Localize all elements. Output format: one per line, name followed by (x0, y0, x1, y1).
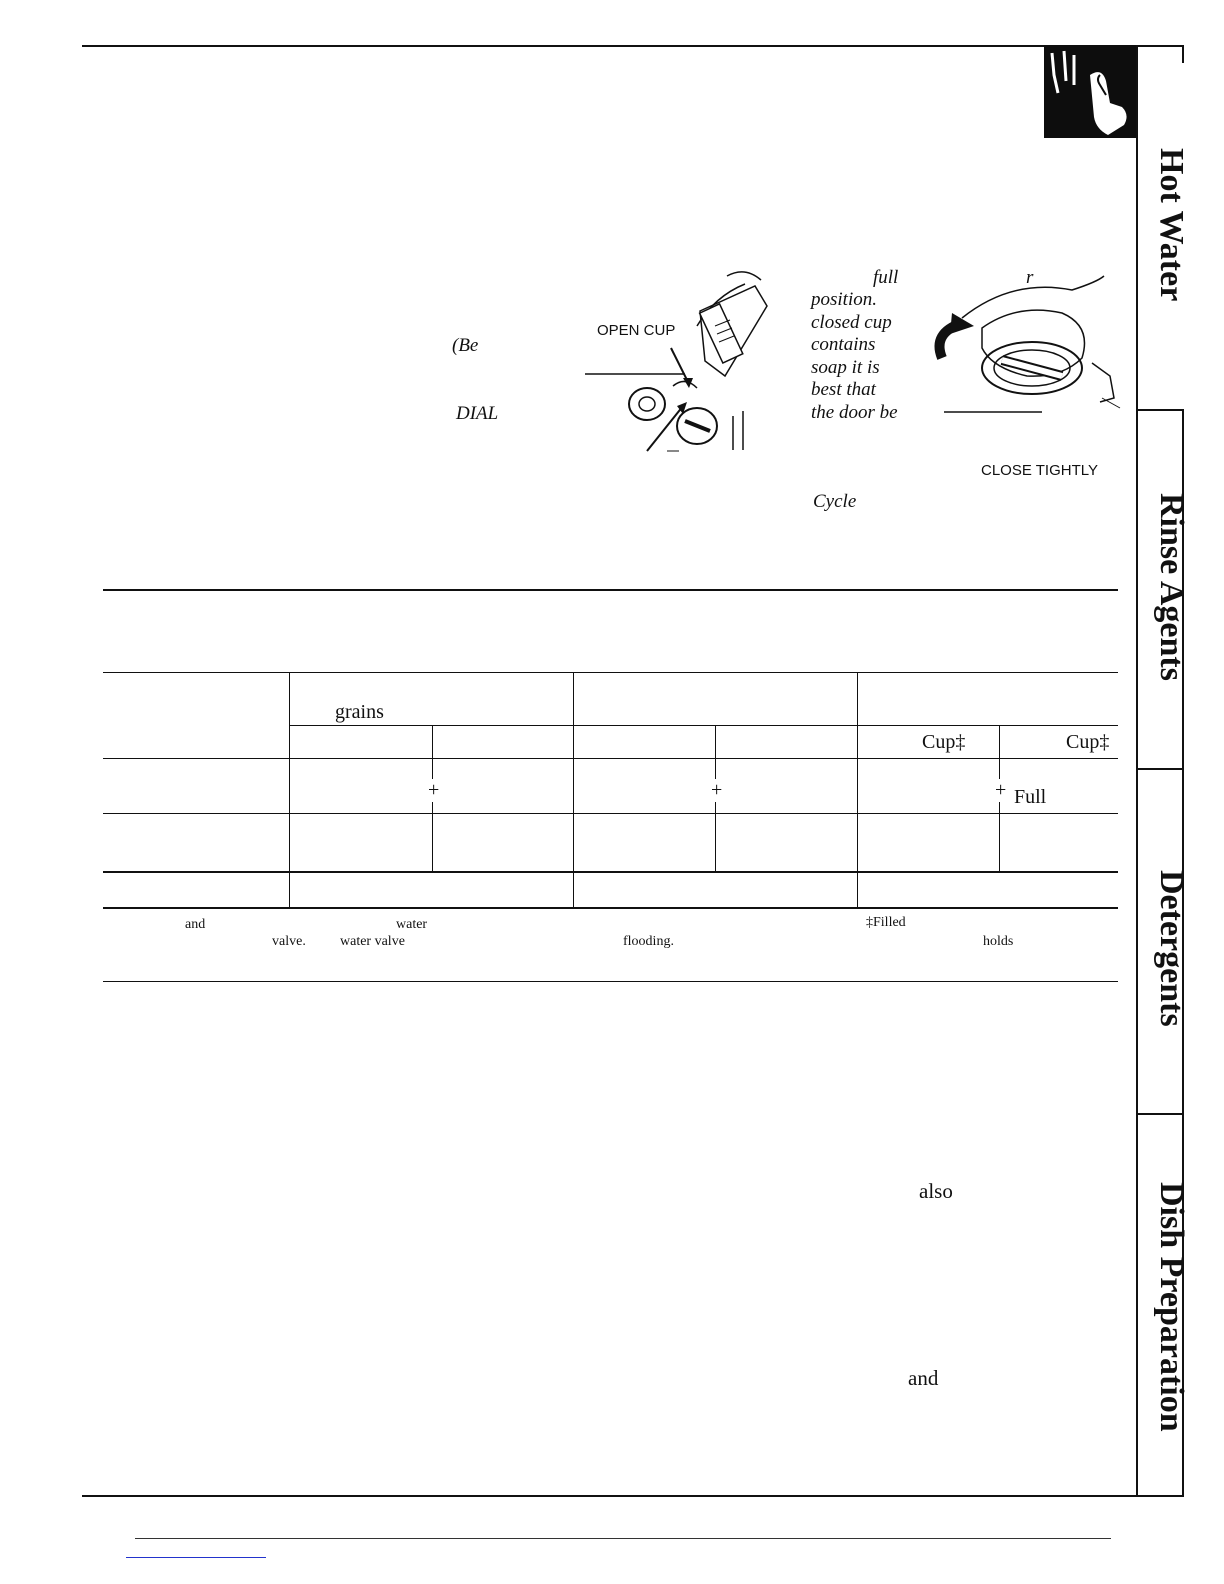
table-cell-plus-1: + (428, 779, 440, 801)
tab-hot-water[interactable]: Hot Water (1153, 148, 1190, 302)
footnote-and: and (185, 917, 206, 932)
label-open-cup: OPEN CUP (597, 322, 676, 339)
footnote-flooding: flooding. (623, 934, 674, 949)
open-cup-illustration (585, 266, 770, 454)
text-full: full (873, 267, 899, 288)
pointing-hand-icon (1044, 45, 1136, 138)
tab-divider-3 (1136, 1113, 1184, 1115)
top-right-tick (1182, 45, 1184, 63)
table-rule-subheader (290, 725, 1118, 726)
tab-dish-preparation[interactable]: Dish Preparation (1153, 1182, 1190, 1432)
text-contains: contains (811, 334, 876, 355)
text-closed-cup: closed cup (811, 312, 892, 333)
section-rule-top (103, 589, 1118, 591)
footnote-filled: ‡Filled (866, 915, 906, 930)
footnote-valve: valve. (272, 934, 306, 949)
table-header-grains: grains (335, 701, 384, 723)
table-header-cup-2: Cup‡ (1066, 731, 1110, 753)
footer-rule (135, 1538, 1111, 1539)
footnote-water: water (396, 917, 428, 932)
text-r: r (1026, 267, 1034, 288)
text-dial: DIAL (456, 403, 499, 424)
bottom-rule (82, 1495, 1184, 1497)
text-position: position. (811, 289, 877, 310)
table-col-2 (573, 672, 574, 907)
sidebar-icon-box (1044, 45, 1136, 138)
text-door: the door be (811, 402, 898, 423)
table-col-1 (289, 672, 290, 907)
table-cell-full: Full (1014, 786, 1047, 808)
table-rule-row2 (103, 813, 1118, 814)
footnote-holds: holds (983, 934, 1014, 949)
text-also: also (919, 1179, 953, 1203)
text-be: (Be (452, 335, 479, 356)
tab-divider-1 (1136, 409, 1184, 411)
sidebar-border (1136, 45, 1138, 1497)
footer-link-underline[interactable] (126, 1557, 266, 1558)
tab-rinse-agents[interactable]: Rinse Agents (1153, 493, 1190, 681)
text-and: and (908, 1366, 939, 1390)
text-best-that: best that (811, 379, 876, 400)
tab-detergents[interactable]: Detergents (1153, 870, 1190, 1027)
table-cell-plus-3: + (995, 779, 1007, 801)
tab-divider-2 (1136, 768, 1184, 770)
label-close-tightly: CLOSE TIGHTLY (981, 462, 1098, 479)
table-rule-row3 (103, 871, 1118, 873)
footnote-water-valve: water valve (340, 934, 405, 949)
table-rule-bottom (103, 907, 1118, 909)
close-cup-illustration (922, 268, 1122, 418)
table-cell-plus-2: + (711, 779, 723, 801)
table-rule-header (103, 672, 1118, 673)
text-cycle: Cycle (813, 491, 857, 512)
top-rule (82, 45, 1184, 47)
table-header-cup-1: Cup‡ (922, 731, 966, 753)
text-soap: soap it is (811, 357, 880, 378)
section-rule-bottom (103, 981, 1118, 982)
table-rule-row1 (103, 758, 1118, 759)
table-col-3 (857, 672, 858, 907)
